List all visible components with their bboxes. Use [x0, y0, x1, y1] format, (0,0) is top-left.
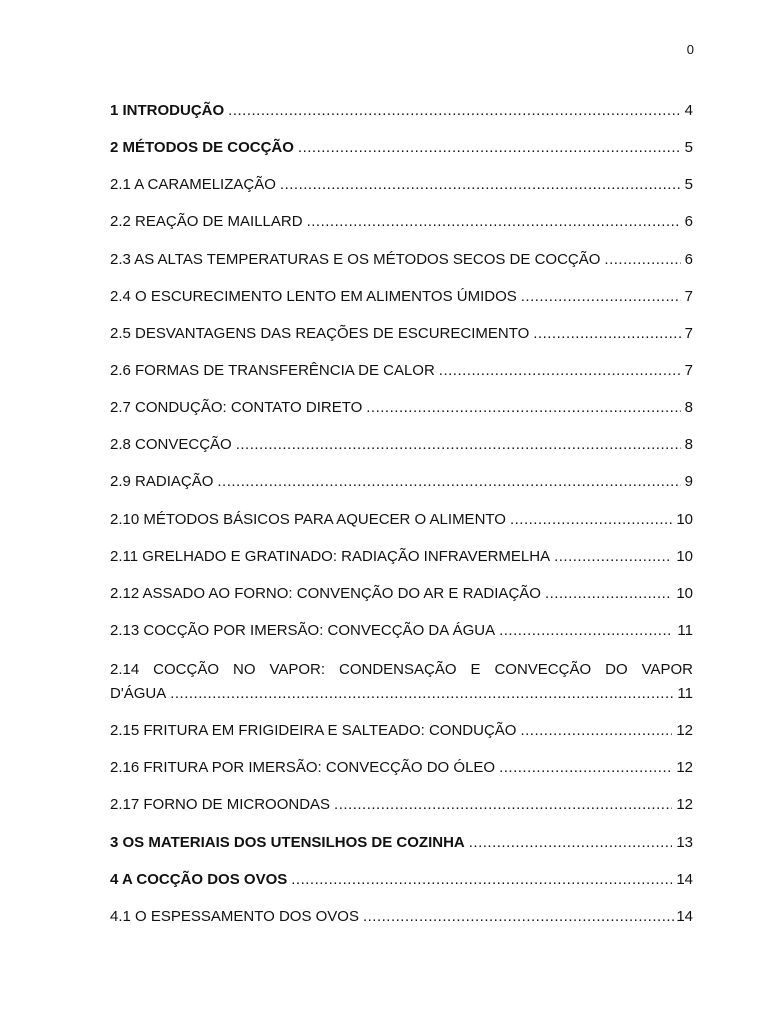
dot-leader — [604, 249, 680, 271]
dot-leader — [554, 546, 672, 568]
toc-entry-page: 7 — [684, 361, 693, 379]
dot-leader — [366, 397, 680, 419]
toc-entry-page: 5 — [684, 139, 693, 157]
toc-entry-page: 11 — [677, 685, 693, 703]
toc-entry-page: 8 — [684, 436, 693, 454]
toc-entry-page: 14 — [676, 907, 693, 925]
toc-entry[interactable] — [110, 509, 693, 546]
toc-entry-title: 2.2 REAÇÃO DE MAILLARD — [110, 213, 303, 231]
dot-leader — [291, 869, 672, 891]
toc-entry-title: 3 OS MATERIAIS DOS UTENSILHOS DE COZINHA — [110, 833, 465, 851]
toc-entry-title: 2.16 FRITURA POR IMERSÃO: CONVECÇÃO DO ÓLEO — [110, 759, 496, 777]
toc-entry-page: 11 — [677, 621, 693, 639]
toc-entry-title: 4 A COCÇÃO DOS OVOS — [110, 870, 288, 888]
toc-entry-page: 5 — [684, 176, 693, 194]
toc-entry-title: 4.1 O ESPESSAMENTO DOS OVOS — [110, 907, 359, 925]
dot-leader — [170, 683, 673, 705]
toc-entry-title: 2.1 A CARAMELIZAÇÃO — [110, 176, 276, 194]
dot-leader — [298, 137, 681, 159]
toc-entry-title: 2.17 FORNO DE MICROONDAS — [110, 796, 331, 814]
dot-leader — [499, 620, 673, 642]
toc-entry[interactable] — [110, 211, 693, 248]
toc-entry[interactable] — [110, 434, 693, 471]
toc-entry-page: 6 — [684, 250, 693, 268]
toc-entry-title: 2.13 COCÇÃO POR IMERSÃO: CONVECÇÃO DA ÁGUA — [110, 621, 496, 639]
dot-leader — [499, 757, 672, 779]
toc-entry[interactable] — [110, 869, 693, 906]
toc-entry-title: 2.8 CONVECÇÃO — [110, 436, 232, 454]
toc-entry-title: 1 INTRODUÇÃO — [110, 102, 225, 119]
toc-entry[interactable] — [110, 794, 693, 831]
toc-entry[interactable] — [110, 323, 693, 360]
toc-entry-title: 2.14 COCÇÃO NO VAPOR: CONDENSAÇÃO E CONVECÇÃO DO VAPOR — [110, 661, 693, 679]
toc-entry[interactable] — [110, 832, 693, 869]
dot-leader — [334, 794, 672, 816]
toc-entry-page: 12 — [676, 796, 693, 814]
table-of-contents — [110, 100, 693, 943]
toc-entry-title: 2.10 MÉTODOS BÁSICOS PARA AQUECER O ALIMENTO — [110, 510, 506, 528]
toc-entry[interactable] — [110, 286, 693, 323]
toc-entry[interactable] — [110, 546, 693, 583]
dot-leader — [280, 174, 681, 196]
dot-leader — [307, 211, 681, 233]
toc-entry-title: 2.4 O ESCURECIMENTO LENTO EM ALIMENTOS ÚMIDOS — [110, 287, 517, 305]
dot-leader — [520, 720, 672, 742]
toc-entry-page: 9 — [684, 473, 693, 491]
toc-entry-page: 10 — [676, 584, 693, 602]
toc-entry-page: 12 — [676, 759, 693, 777]
toc-entry-title: 2.5 DESVANTAGENS DAS REAÇÕES DE ESCURECIMENTO — [110, 324, 530, 342]
toc-entry[interactable] — [110, 757, 693, 794]
dot-leader — [363, 906, 676, 928]
toc-entry[interactable] — [110, 397, 693, 434]
toc-entry[interactable] — [110, 583, 693, 620]
toc-entry-page: 7 — [684, 324, 693, 342]
toc-entry-title: 2.3 AS ALTAS TEMPERATURAS E OS MÉTODOS SECOS DE COCÇÃO — [110, 250, 601, 268]
dot-leader — [236, 434, 681, 456]
toc-entry[interactable] — [110, 471, 693, 508]
toc-entry[interactable] — [110, 100, 693, 137]
toc-entry-title: 2.7 CONDUÇÃO: CONTATO DIRETO — [110, 399, 363, 417]
toc-entry-page: 8 — [684, 399, 693, 417]
toc-entry[interactable] — [110, 620, 693, 657]
toc-entry-page: 14 — [676, 870, 693, 888]
page-number: 0 — [686, 42, 694, 57]
dot-leader — [533, 323, 680, 345]
toc-entry-page: 4 — [684, 102, 693, 119]
dot-leader — [469, 832, 673, 854]
dot-leader — [545, 583, 672, 605]
toc-entry[interactable] — [110, 249, 693, 286]
toc-entry-title: 2.9 RADIAÇÃO — [110, 473, 214, 491]
toc-entry[interactable] — [110, 657, 693, 705]
toc-entry-page: 10 — [676, 510, 693, 528]
dot-leader — [439, 360, 681, 382]
dot-leader — [521, 286, 681, 308]
toc-entry-page: 12 — [676, 722, 693, 740]
toc-entry[interactable] — [110, 906, 693, 943]
toc-entry-page: 10 — [676, 547, 693, 565]
toc-entry[interactable] — [110, 174, 693, 211]
toc-entry[interactable] — [110, 720, 693, 757]
toc-entry-page: 13 — [676, 833, 693, 851]
toc-entry-title: 2.6 FORMAS DE TRANSFERÊNCIA DE CALOR — [110, 361, 435, 379]
toc-entry-title: 2.15 FRITURA EM FRIGIDEIRA E SALTEADO: CONDUÇÃO — [110, 722, 517, 740]
toc-entry[interactable] — [110, 137, 693, 174]
toc-entry-page: 7 — [684, 287, 693, 305]
toc-entry-title: 2.12 ASSADO AO FORNO: CONVENÇÃO DO AR E RADIAÇÃO — [110, 584, 541, 602]
dot-leader — [217, 471, 680, 493]
toc-entry-title: 2 MÉTODOS DE COCÇÃO — [110, 139, 294, 157]
toc-entry-title-continued: D'ÁGUA — [110, 685, 167, 703]
dot-leader — [228, 100, 680, 122]
toc-entry-title: 2.11 GRELHADO E GRATINADO: RADIAÇÃO INFRAVERMELHA — [110, 547, 551, 565]
toc-entry-page: 6 — [684, 213, 693, 231]
dot-leader — [510, 509, 672, 531]
toc-entry[interactable] — [110, 360, 693, 397]
